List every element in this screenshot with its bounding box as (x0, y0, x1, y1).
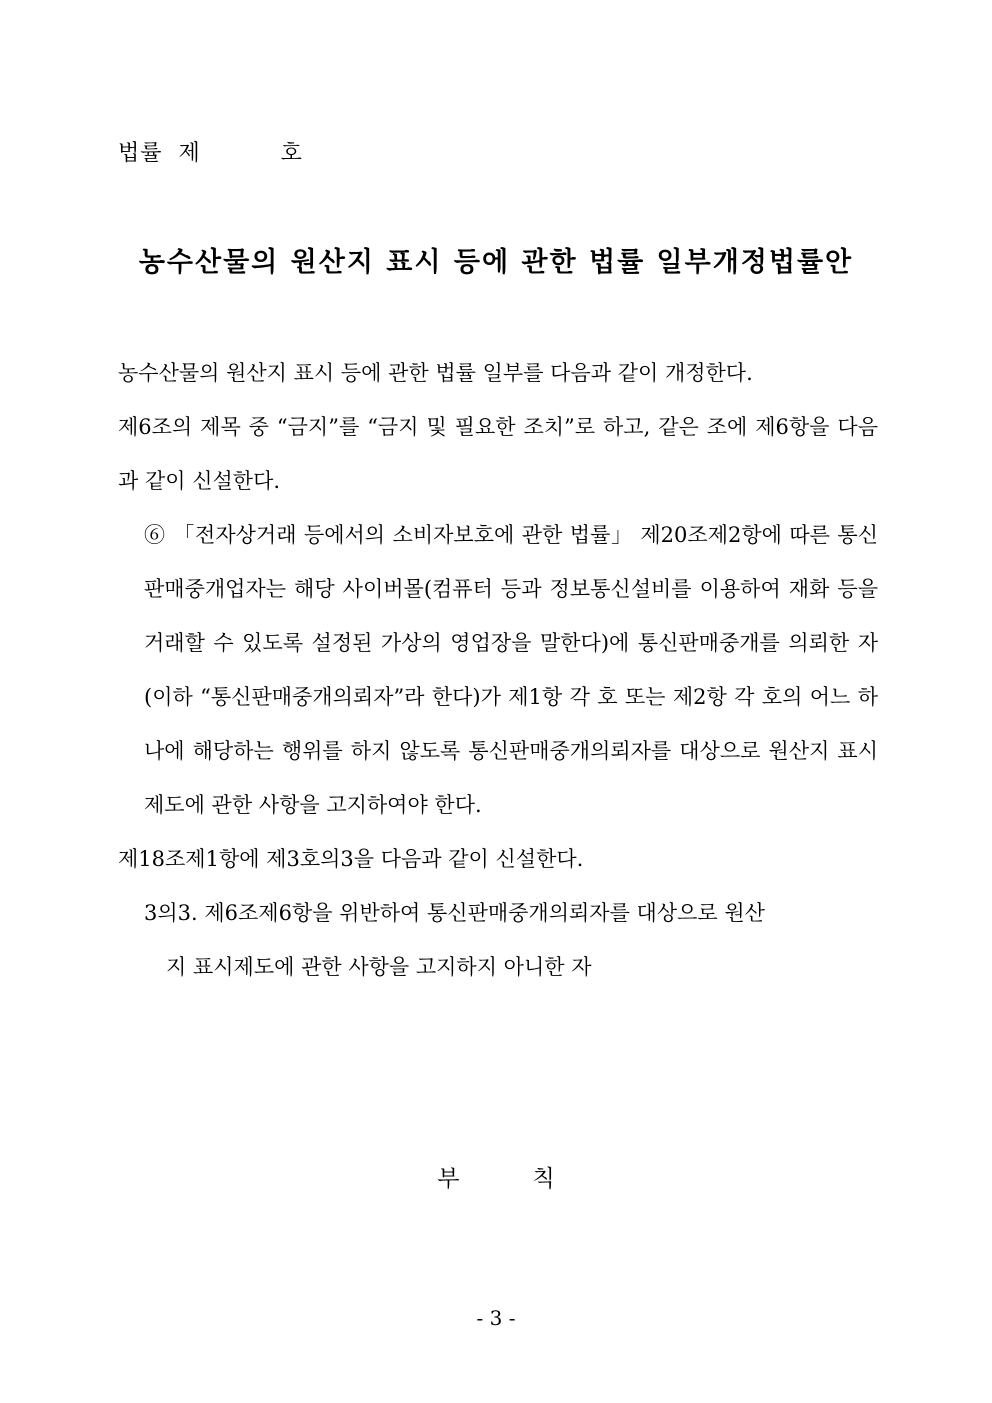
article6-title-amendment-paragraph: 제6조의 제목 중 “금지”를 “금지 및 필요한 조치”로 하고, 같은 조에 제6항을 다음과 같이 신설한다. (118, 415, 878, 493)
item3-3-continuation: 지 표시제도에 관한 사항을 고지하지 아니한 자 (166, 955, 592, 979)
bill-title: 농수산물의 원산지 표시 등에 관한 법률 일부개정법률안 (138, 247, 854, 278)
article18-item3-3 (118, 886, 878, 994)
bill-body (118, 346, 878, 994)
item3-3-first-line: 3의3. 제6조제6항을 위반하여 통신판매중개의뢰자를 대상으로 원산 (144, 901, 765, 925)
law-number-line: 법률 제 호 (118, 141, 303, 166)
article6-paragraph6-text: ⑥ 「전자상거래 등에서의 소비자보호에 관한 법률」 제20조제2항에 따른 통신판매중개업자는 해당 사이버몰(컴퓨터 등과 정보통신설비를 이용하여 재화 등을 거래할 수 있도록 설정된 가상의 영업장을 말한다)에 통신판매중개를 의뢰한 자(이하 “통신판매중개의뢰자”라 한다)가 제1항 각 호 또는 제2항 각 호의 어느 하나에 해당하는 행위를 하지 않도록 통신판매중개의뢰자를 대상으로 원산지 표시제도에 관한 사항을 고지하여야 한다. (144, 523, 878, 817)
page-number: - 3 - (476, 1306, 516, 1330)
supplementary-provisions-heading: 부 칙 (437, 1166, 555, 1192)
amendment-intro-paragraph: 농수산물의 원산지 표시 등에 관한 법률 일부를 다음과 같이 개정한다. (118, 361, 753, 385)
article18-amendment-paragraph: 제18조제1항에 제3호의3을 다음과 같이 신설한다. (118, 847, 584, 871)
